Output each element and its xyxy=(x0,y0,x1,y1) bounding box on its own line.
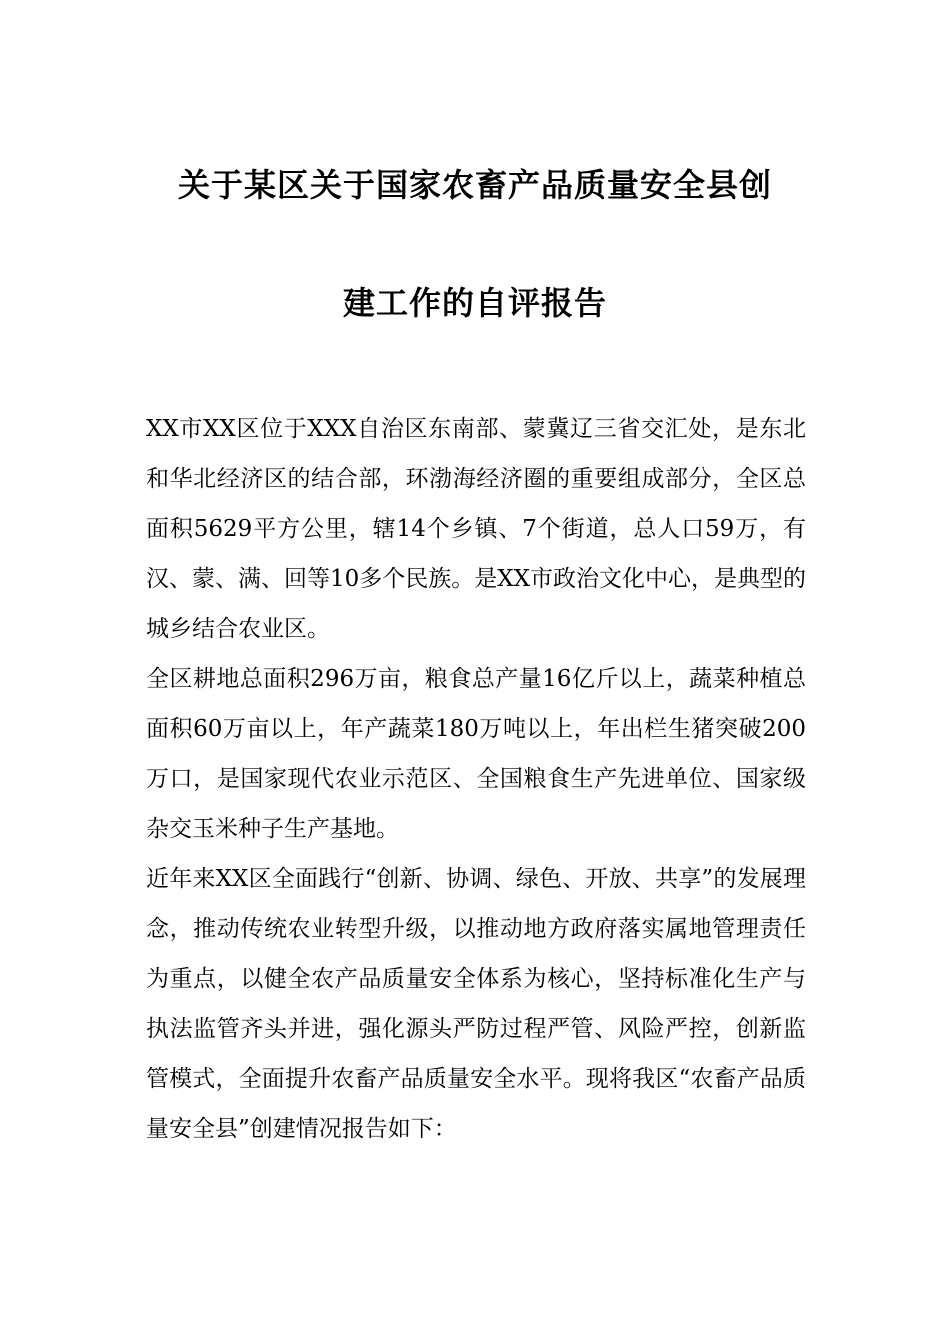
paragraph-agriculture: 全区耕地总面积296万亩，粮食总产量16亿斤以上，蔬菜种植总面积60万亩以上，年产蔬菜180万吨以上，年出栏生猪突破200万口，是国家现代农业示范区、全国粮食生产先进单位、国家级杂交玉米种子生产基地。 xyxy=(146,666,806,842)
paragraph-development: 近年来XX区全面践行“创新、协调、绿色、开放、共享”的发展理念，推动传统农业转型升级，以推动地方政府落实属地管理责任为重点，以健全农产品质量安全体系为核心，坚持标准化生产与执法监管齐头并进，强化源头严防过程严管、风险严控，创新监管模式，全面提升农畜产品质量安全水平。现将我区“农畜产品质量安全县”创建情况报告如下： xyxy=(146,866,806,1142)
document-title-line-2: 建工作的自评报告 xyxy=(342,284,607,322)
document-body xyxy=(146,404,806,1154)
document-title-line-1: 关于某区关于国家农畜产品质量安全县创 xyxy=(177,166,772,204)
paragraph-intro: XX市XX区位于XXX自治区东南部、蒙冀辽三省交汇处，是东北和华北经济区的结合部，环渤海经济圈的重要组成部分，全区总面积5629平方公里，辖14个乡镇、7个街道，总人口59万，有汉、蒙、满、回等10多个民族。是XX市政治文化中心，是典型的城乡结合农业区。 xyxy=(146,416,807,642)
